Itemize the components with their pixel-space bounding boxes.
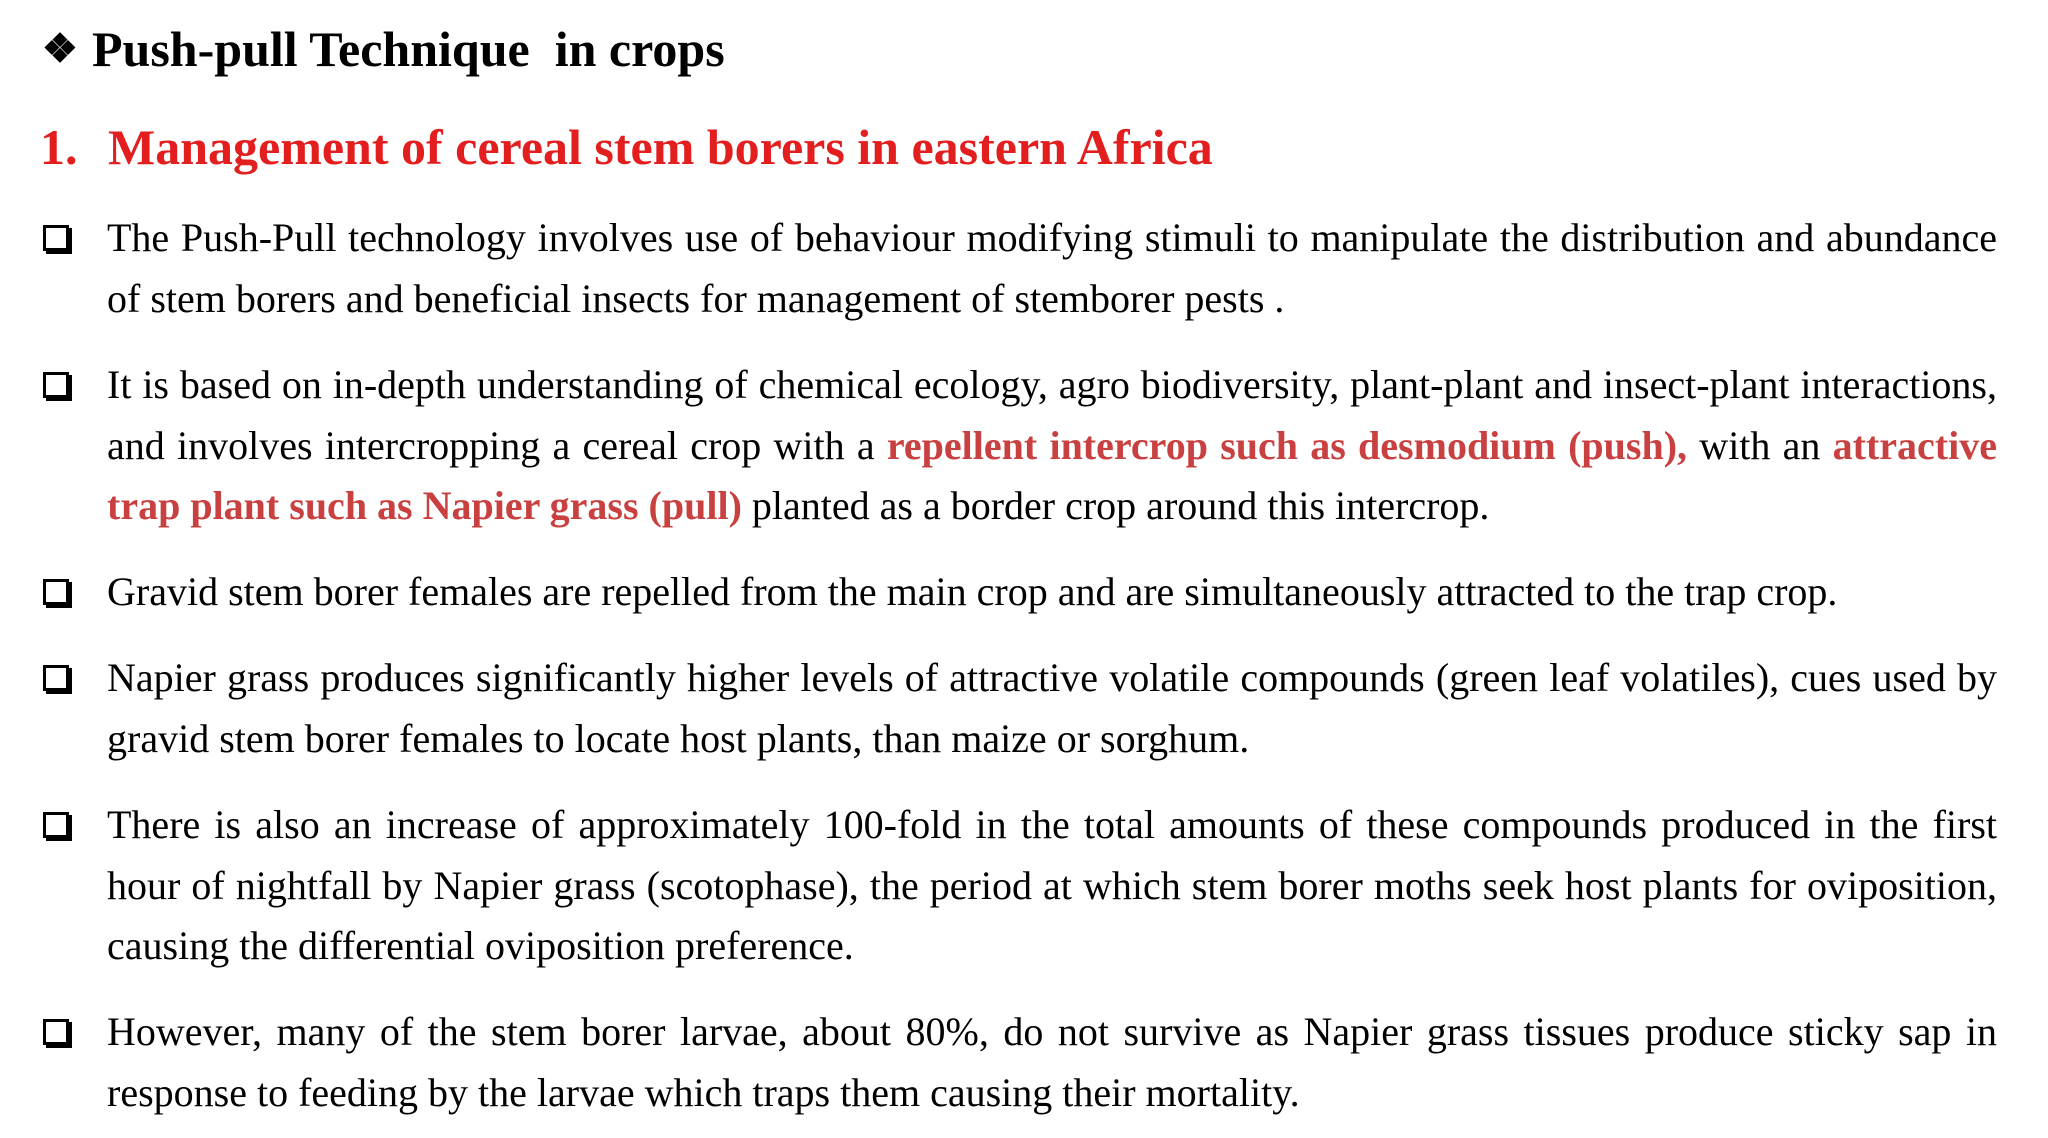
checkbox-square-icon (43, 1019, 69, 1045)
checkbox-square-icon (43, 812, 69, 838)
highlight-text-push: repellent intercrop such as desmodium (push), (886, 422, 1688, 468)
bullet-text: There is also an increase of approximately 100-fold in the total amounts of these compounds produced in the first hour of nightfall by Napier grass (scotophase), the period at which stem borer moths seek host plants for oviposition, causing the differential oviposition preference. (107, 802, 1997, 968)
slide-heading (42, 14, 725, 84)
bullet-text: It is based on in-depth understanding of chemical ecology, agro biodiversity, plant-plant and insect-plant interactions, and involves intercropping a cereal crop with a (107, 362, 1997, 468)
checkbox-square-icon (43, 579, 69, 605)
bullet-text: The Push-Pull technology involves use of behaviour modifying stimuli to manipulate the distribution and abundance of stem borers and beneficial insects for management of stemborer pests . (107, 215, 1997, 321)
bullet-text: with an (1687, 422, 1833, 468)
bullet-item (107, 795, 1997, 977)
bullet-item (107, 562, 1997, 623)
bullet-item (107, 355, 1997, 537)
section-title: Management of cereal stem borers in eastern Africa (108, 119, 1213, 175)
bullet-item (107, 208, 1997, 329)
bullet-item (107, 648, 1997, 769)
bullet-item (107, 1002, 1997, 1123)
heading-text: Push-pull Technique in crops (92, 21, 725, 77)
checkbox-square-icon (43, 225, 69, 251)
bullet-text: planted as a border crop around this intercrop. (741, 483, 1490, 528)
section-subheading (40, 112, 1213, 182)
highlight-text-pull: attractive trap plant such as Napier grass (pull) (107, 422, 1997, 528)
bullet-text: Gravid stem borer females are repelled from the main crop and are simultaneously attracted to the trap crop. (107, 569, 1838, 614)
checkbox-square-icon (43, 665, 69, 691)
bullet-text: However, many of the stem borer larvae, about 80%, do not survive as Napier grass tissues produce sticky sap in response to feeding by the larvae which traps them causing their mortality. (107, 1009, 1997, 1115)
section-number: 1. (40, 119, 78, 175)
diamond-bullet-icon: ❖ (42, 26, 78, 71)
checkbox-square-icon (43, 372, 69, 398)
bullet-text: Napier grass produces significantly higher levels of attractive volatile compounds (green leaf volatiles), cues used by gravid stem borer females to locate host plants, than maize or sorghum. (107, 655, 1997, 761)
